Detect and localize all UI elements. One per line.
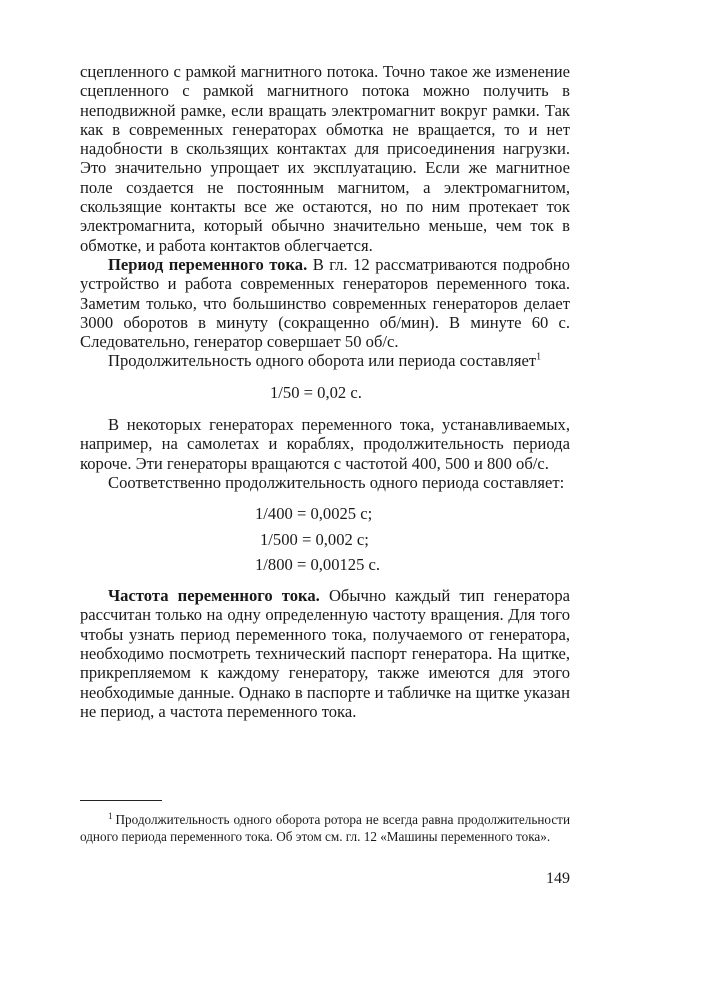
paragraph-correspondingly: Соответственно продолжительность одного периода составляет: [108,472,565,492]
footnote-mark: 1 [108,810,113,821]
formula-group [80,504,570,574]
paragraph-frequency [80,586,570,721]
paragraph-aircraft-generators: В некоторых генераторах переменного тока, устанавливаемых, например, на самолетах и кораблях, продолжительность периода короче. Эти генераторы вращаются с частотой 400, 500 и 800 об/с. [80,415,570,473]
paragraph-period [80,255,570,351]
formula-4: 1/800 = 0,00125 с. [255,554,381,574]
paragraph-frequency-body: Обычно каждый тип генератора рассчитан только на одну определенную частоту вращения. Для того чтобы узнать период переменного тока, получаемого от генератора, необходимо посмотреть технический паспорт генератора. На щитке, прикрепляемом к каждому генератору, также имеются для этого необходимые данные. Однако в паспорте и табличке на щитке указан не период, а частота переменного тока. [80,586,570,721]
formula-2: 1/400 = 0,0025 с; [255,504,373,524]
section-heading-period: Период переменного тока. [108,254,308,274]
formula-1: 1/50 = 0,02 с. [270,382,362,402]
paragraph-period-body: В гл. 12 рассматриваются подробно устройство и работа современных генераторов переменного тока. Заметим только, что большинство современных генераторов делает 3000 оборотов в минуту (сокращенно об/мин). В минуте 60 с. Следовательно, генератор совершает 50 об/с. [80,254,570,352]
footnote-reference: 1 [536,351,542,363]
footnote [80,812,570,845]
paragraph-duration [80,351,570,370]
paragraph-1: сцепленного с рамкой магнитного потока. Точно такое же изменение сцепленного с рамкой магнитного потока можно получить в неподвижной рамке, если вращать электромагнит вокруг рамки. Так как в современных генераторах обмотка не вращается, то и нет надобности в скользящих контактах для присоединения нагрузки. Это значительно упрощает их эксплуатацию. Если же магнитное поле создается не постоянным магнитом, а электромагнитом, скользящие контакты все же остаются, но по ним протекает ток электромагнита, который обычно значительно меньше, чем ток в обмотке, и работа контактов облегчается. [80,62,570,255]
footnote-text: Продолжительность одного оборота ротора не всегда равна продолжительности одного периода переменного тока. Об этом см. гл. 12 «Машины переменного тока». [80,812,570,844]
paragraph-duration-text: Продолжительность одного оборота или периода составляет [108,351,537,371]
section-heading-frequency: Частота переменного тока. [108,586,320,606]
page-body [80,62,570,721]
formula-3: 1/500 = 0,002 с; [260,529,369,549]
page-number: 149 [546,870,570,887]
footnote-divider [80,800,162,801]
